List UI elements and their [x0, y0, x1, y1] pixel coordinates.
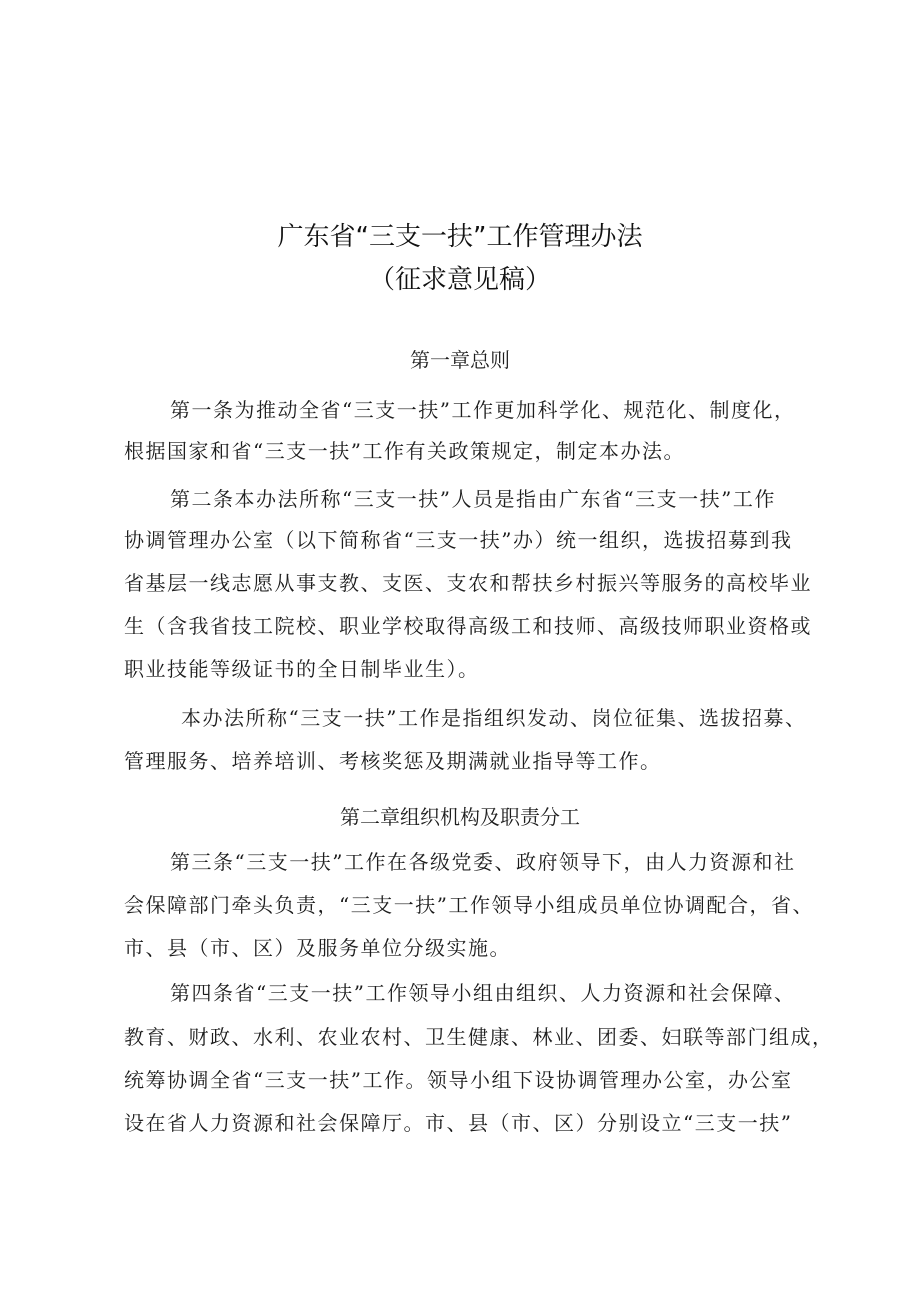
article-2-line: 职业技能等级证书的全日制毕业生）。 — [124, 657, 480, 681]
article-4-line: 统筹协调全省“三支一扶”工作。领导小组下设协调管理办公室，办公室 — [124, 1068, 793, 1092]
article-1-line: 第一条为推动全省“三支一扶”工作更加科学化、规范化、制度化， — [170, 398, 796, 422]
document-title: 广东省“三支一扶”工作管理办法 — [277, 222, 643, 252]
article-3-line: 第三条“三支一扶”工作在各级党委、政府领导下，由人力资源和社 — [170, 850, 796, 874]
chapter-1-heading: 第一章总则 — [410, 348, 510, 372]
article-2-paragraph-2-line: 本办法所称“三支一扶”工作是指组织发动、岗位征集、选拔招募、 — [181, 706, 807, 730]
article-2-line: 协调管理办公室（以下简称省“三支一扶”办）统一组织，选拔招募到我 — [124, 528, 793, 552]
article-2-line: 第二条本办法所称“三支一扶”人员是指由广东省“三支一扶”工作 — [170, 487, 776, 511]
article-4-line: 第四条省“三支一扶”工作领导小组由组织、人力资源和社会保障、 — [170, 981, 796, 1005]
article-4-line: 设在省人力资源和社会保障厅。市、县（市、区）分别设立“三支一扶” — [124, 1111, 793, 1135]
article-1-line: 根据国家和省“三支一扶”工作有关政策规定，制定本办法。 — [124, 439, 685, 463]
article-4-line: 教育、财政、水利、农业农村、卫生健康、林业、团委、妇联等部门组成， — [124, 1025, 834, 1049]
article-3-line: 会保障部门牵头负责，“三支一扶”工作领导小组成员单位协调配合，省、 — [124, 893, 814, 917]
document-subtitle: （征求意见稿） — [368, 265, 551, 295]
article-2-line: 生（含我省技工院校、职业学校取得高级工和技师、高级技师职业资格或 — [124, 614, 812, 638]
chapter-2-heading: 第二章组织机构及职责分工 — [340, 805, 580, 829]
article-3-line: 市、县（市、区）及服务单位分级实施。 — [124, 936, 511, 960]
article-2-line: 省基层一线志愿从事支教、支医、支农和帮扶乡村振兴等服务的高校毕业 — [124, 571, 812, 595]
article-2-paragraph-2-line: 管理服务、培养培训、考核奖惩及期满就业指导等工作。 — [124, 749, 662, 773]
